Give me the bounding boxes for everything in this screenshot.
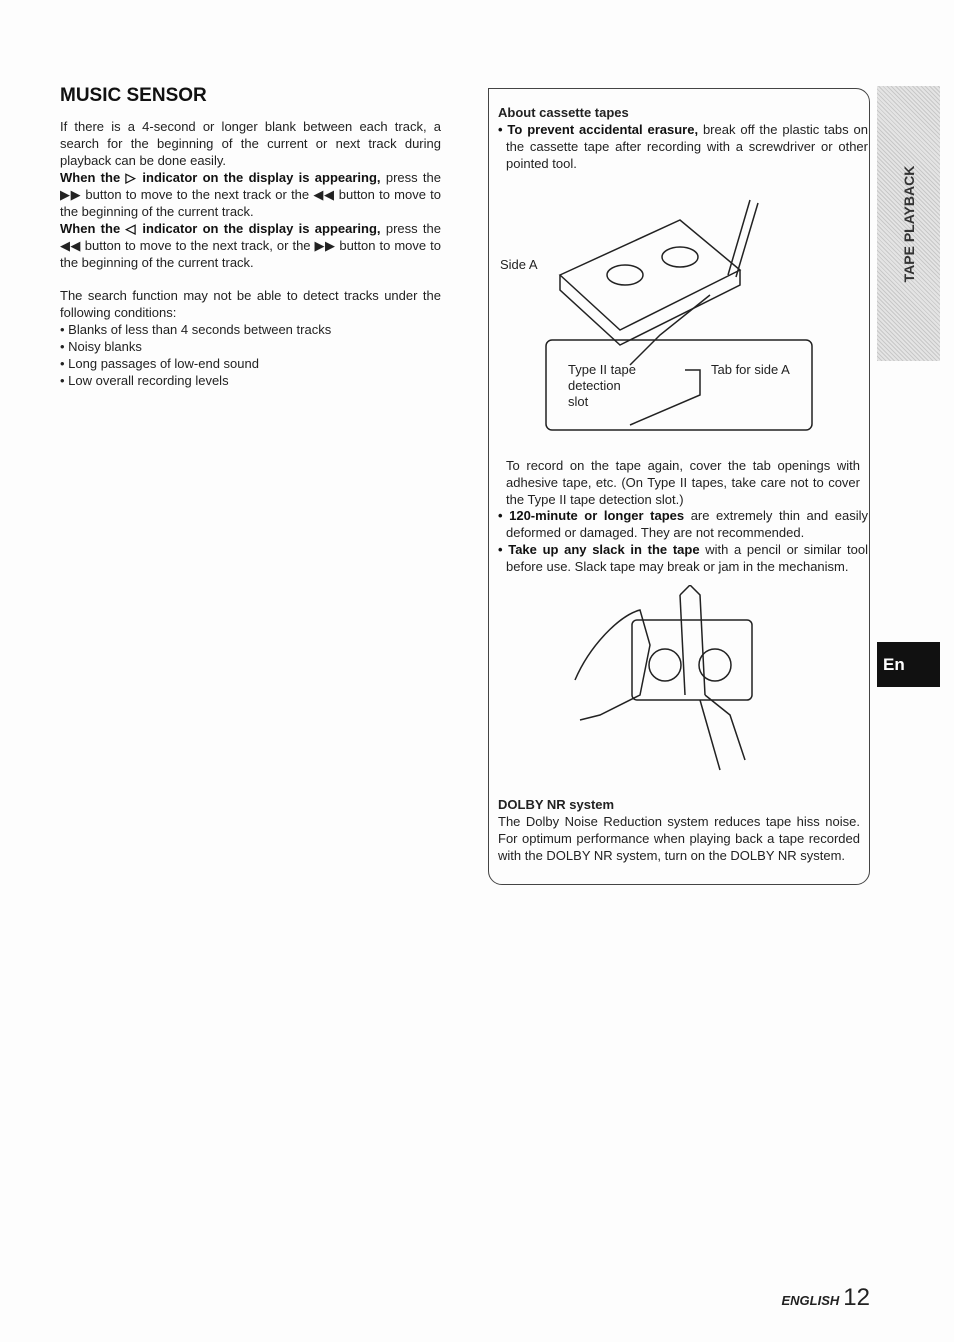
paragraph-text: with a pencil or similar tool before use. Slack tape may break or jam in the mechanism. [506,542,868,574]
condition-item: • Low overall recording levels [60,373,229,388]
tab-side-a-label: Tab for side A [711,362,790,377]
dolby-paragraph: The Dolby Noise Reduction system reduces tape hiss noise. For optimum performance when playing back a tape recorded with the DOLBY NR system, turn on the DOLBY NR system. [498,814,860,863]
bold-lead: • Take up any slack in the tape [498,542,700,557]
section-title: MUSIC SENSOR [60,85,207,106]
forward-indicator-paragraph [60,169,441,220]
reverse-indicator-paragraph [60,220,441,271]
bold-lead: When the ▷ indicator on the display is appearing, [60,170,381,185]
cassette-heading: About cassette tapes [498,105,629,120]
condition-item: • Blanks of less than 4 seconds between tracks [60,322,332,337]
footer-language: ENGLISH [781,1293,840,1308]
record-again-paragraph: To record on the tape again, cover the tab openings with adhesive tape, etc. (On Type II tapes, take care not to cover the Type II tape detection slot.) [506,458,860,507]
condition-item: • Long passages of low-end sound [60,356,259,371]
side-a-label: Side A [500,257,538,272]
paragraph-text: press the ▶▶ button to move to the next track or the ◀◀ button to move to the beginning of the current track. [60,170,441,219]
paragraph-text: press the ◀◀ button to move to the next track, or the ▶▶ button to move to the beginning of the current track. [60,221,441,270]
bold-lead: When the ◁ indicator on the display is appearing, [60,221,381,236]
paragraph-text: are extremely thin and easily deformed or damaged. They are not recommended. [506,508,868,540]
condition-item: • Noisy blanks [60,339,142,354]
dolby-heading: DOLBY NR system [498,797,615,812]
slack-bullet [498,541,868,575]
language-tab: En [877,642,940,687]
page-footer [782,1284,871,1312]
section-side-tab [877,86,940,361]
page-number: 12 [843,1284,870,1311]
intro-paragraph: If there is a 4-second or longer blank between each track, a search for the beginning of the current or next track during playback can be done easily. [60,119,441,168]
cassette-tab-illustration [500,195,830,435]
type2-label: Type II tape [568,362,636,377]
side-tab-label: TAPE PLAYBACK [900,165,917,282]
long-tapes-bullet [498,507,868,541]
bold-lead: • To prevent accidental erasure, [498,122,699,137]
paragraph-text: break off the plastic tabs on the cassette tape after recording with a screwdriver or other pointed tool. [506,122,868,171]
bold-lead: • 120-minute or longer tapes [498,508,685,523]
erasure-bullet [498,121,868,172]
detection-label: detection [568,378,621,393]
pencil-slack-illustration [570,585,770,775]
conditions-intro: The search function may not be able to detect tracks under the following conditions: [60,288,441,320]
slot-label: slot [568,394,589,409]
